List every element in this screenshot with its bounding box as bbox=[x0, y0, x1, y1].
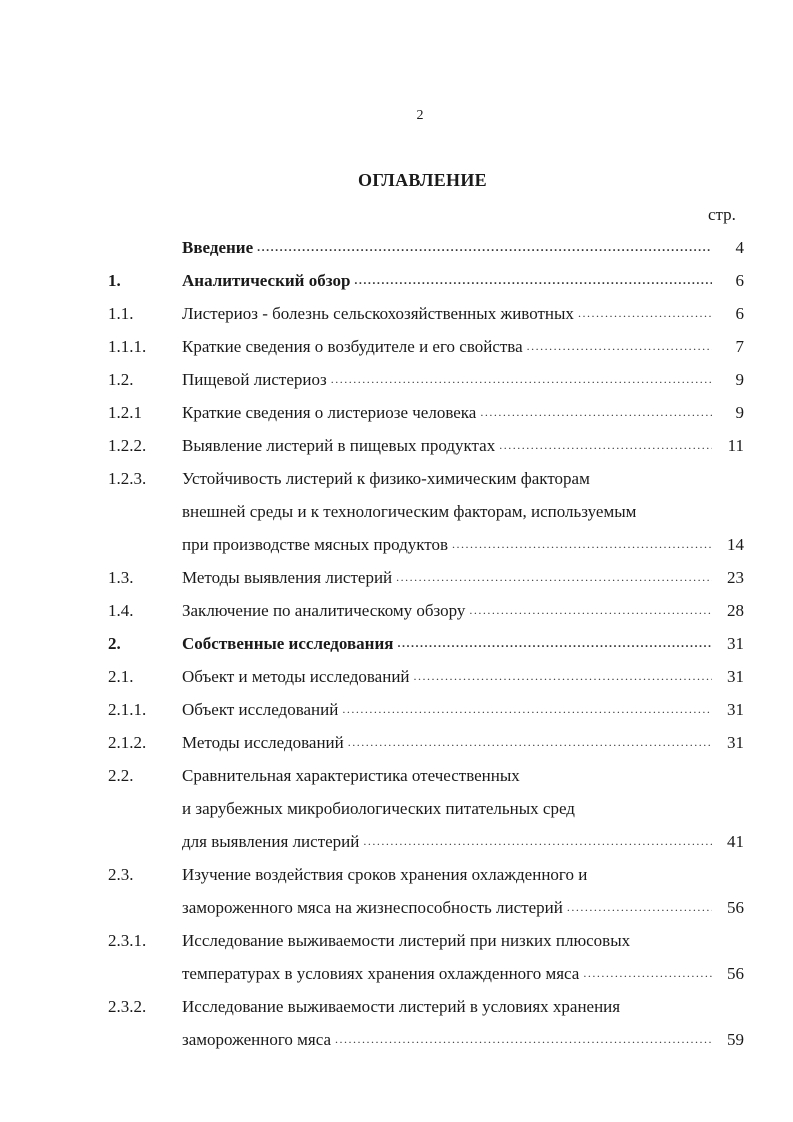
dot-leader bbox=[363, 825, 712, 858]
page-ref: 41 bbox=[727, 832, 744, 851]
section-number: 2.3.2. bbox=[108, 997, 147, 1016]
dot-leader bbox=[342, 693, 712, 726]
toc-entry-line bbox=[108, 528, 744, 561]
toc-entry-line bbox=[108, 561, 744, 594]
toc-entry-line bbox=[108, 495, 744, 528]
section-title: Изучение воздействия сроков хранения охлажденного и bbox=[182, 865, 588, 884]
section-number: 1.1.1. bbox=[108, 337, 147, 356]
section-number: 2. bbox=[108, 634, 121, 653]
page-ref: 4 bbox=[735, 238, 744, 257]
dot-leader bbox=[354, 264, 712, 297]
toc-title: ОГЛАВЛЕНИЕ bbox=[358, 170, 487, 190]
section-title: внешней среды и к технологическим факторам, используемым bbox=[182, 502, 637, 521]
page-ref: 11 bbox=[727, 436, 744, 455]
toc-entry-line bbox=[108, 957, 744, 990]
section-number: 1.1. bbox=[108, 304, 134, 323]
section-number: 2.1.1. bbox=[108, 700, 147, 719]
section-title: Методы исследований bbox=[182, 733, 344, 752]
page-ref: 9 bbox=[735, 403, 744, 422]
page-ref: 31 bbox=[727, 700, 744, 719]
section-title: при производстве мясных продуктов bbox=[182, 535, 449, 554]
toc-entry-line bbox=[108, 462, 744, 495]
dot-leader bbox=[335, 1023, 712, 1056]
toc-entry-line bbox=[108, 792, 744, 825]
section-number: 1. bbox=[108, 271, 121, 290]
dot-leader bbox=[414, 660, 712, 693]
page-ref: 14 bbox=[727, 535, 744, 554]
toc-entry-line bbox=[108, 429, 744, 462]
page-number: 2 bbox=[416, 108, 424, 123]
dot-leader bbox=[567, 891, 712, 924]
section-number: 2.1.2. bbox=[108, 733, 147, 752]
section-number: 2.3.1. bbox=[108, 931, 147, 950]
toc-entry-line bbox=[108, 264, 744, 297]
section-number: 1.2.3. bbox=[108, 469, 147, 488]
page-ref: 6 bbox=[735, 271, 744, 290]
page-ref: 28 bbox=[727, 601, 744, 620]
section-number: 2.3. bbox=[108, 865, 134, 884]
toc-entry-line bbox=[108, 396, 744, 429]
section-title: замороженного мяса на жизнеспособность листерий bbox=[182, 898, 563, 917]
section-title: Исследование выживаемости листерий при низких плюсовых bbox=[182, 931, 631, 950]
section-title: Объект и методы исследований bbox=[182, 667, 410, 686]
toc-entry-line bbox=[108, 231, 744, 264]
section-number: 1.3. bbox=[108, 568, 134, 587]
section-title: Сравнительная характеристика отечественных bbox=[182, 766, 520, 785]
dot-leader bbox=[578, 297, 712, 330]
section-number: 1.4. bbox=[108, 601, 134, 620]
dot-leader bbox=[452, 528, 712, 561]
section-title: Собственные исследования bbox=[182, 634, 394, 653]
dot-leader bbox=[583, 957, 712, 990]
section-title: замороженного мяса bbox=[182, 1030, 332, 1049]
toc-entry-line bbox=[108, 693, 744, 726]
dot-leader bbox=[469, 594, 712, 627]
page-ref: 31 bbox=[727, 667, 744, 686]
section-title: Аналитический обзор bbox=[182, 271, 351, 290]
toc-entry-line bbox=[108, 858, 744, 891]
section-title: Пищевой листериоз bbox=[182, 370, 327, 389]
page-ref: 9 bbox=[735, 370, 744, 389]
section-title: Краткие сведения о возбудителе и его свойства bbox=[182, 337, 523, 356]
section-number: 1.2.1 bbox=[108, 403, 142, 422]
dot-leader bbox=[348, 726, 712, 759]
section-number: 2.2. bbox=[108, 766, 134, 785]
page-ref: 23 bbox=[727, 568, 744, 587]
toc-entry-line bbox=[108, 627, 744, 660]
table-of-contents bbox=[108, 231, 744, 1056]
section-title: и зарубежных микробиологических питательных сред bbox=[182, 799, 575, 818]
dot-leader bbox=[257, 231, 712, 264]
toc-entry-line bbox=[108, 660, 744, 693]
section-title: Устойчивость листерий к физико-химическим факторам bbox=[182, 469, 590, 488]
page-ref: 56 bbox=[727, 964, 744, 983]
section-title: Исследование выживаемости листерий в условиях хранения bbox=[182, 997, 621, 1016]
toc-entry-line bbox=[108, 891, 744, 924]
page-ref: 31 bbox=[727, 634, 744, 653]
toc-entry-line bbox=[108, 1023, 744, 1056]
section-title: Введение bbox=[182, 238, 254, 257]
page-ref: 7 bbox=[735, 337, 744, 356]
page-ref: 31 bbox=[727, 733, 744, 752]
toc-entry-line bbox=[108, 297, 744, 330]
toc-entry-line bbox=[108, 726, 744, 759]
section-title: для выявления листерий bbox=[182, 832, 360, 851]
toc-entry-line bbox=[108, 759, 744, 792]
page-ref: 59 bbox=[727, 1030, 744, 1049]
dot-leader bbox=[396, 561, 712, 594]
dot-leader bbox=[499, 429, 712, 462]
page-column-label: стр. bbox=[708, 205, 736, 224]
toc-entry-line bbox=[108, 825, 744, 858]
section-title: Объект исследований bbox=[182, 700, 339, 719]
section-title: Листериоз - болезнь сельскохозяйственных животных bbox=[182, 304, 574, 323]
dot-leader bbox=[397, 627, 712, 660]
toc-entry-line bbox=[108, 924, 744, 957]
toc-entry-line bbox=[108, 363, 744, 396]
toc-entry-line bbox=[108, 990, 744, 1023]
section-title: Заключение по аналитическому обзору bbox=[182, 601, 466, 620]
dot-leader bbox=[527, 330, 712, 363]
section-title: Методы выявления листерий bbox=[182, 568, 393, 587]
toc-entry-line bbox=[108, 594, 744, 627]
toc-entry-line bbox=[108, 330, 744, 363]
dot-leader bbox=[480, 396, 712, 429]
page-ref: 56 bbox=[727, 898, 744, 917]
section-title: температурах в условиях хранения охлажденного мяса bbox=[182, 964, 580, 983]
dot-leader bbox=[331, 363, 712, 396]
section-number: 1.2. bbox=[108, 370, 134, 389]
page-ref: 6 bbox=[735, 304, 744, 323]
section-number: 1.2.2. bbox=[108, 436, 147, 455]
section-title: Краткие сведения о листериозе человека bbox=[182, 403, 477, 422]
section-number: 2.1. bbox=[108, 667, 134, 686]
section-title: Выявление листерий в пищевых продуктах bbox=[182, 436, 496, 455]
